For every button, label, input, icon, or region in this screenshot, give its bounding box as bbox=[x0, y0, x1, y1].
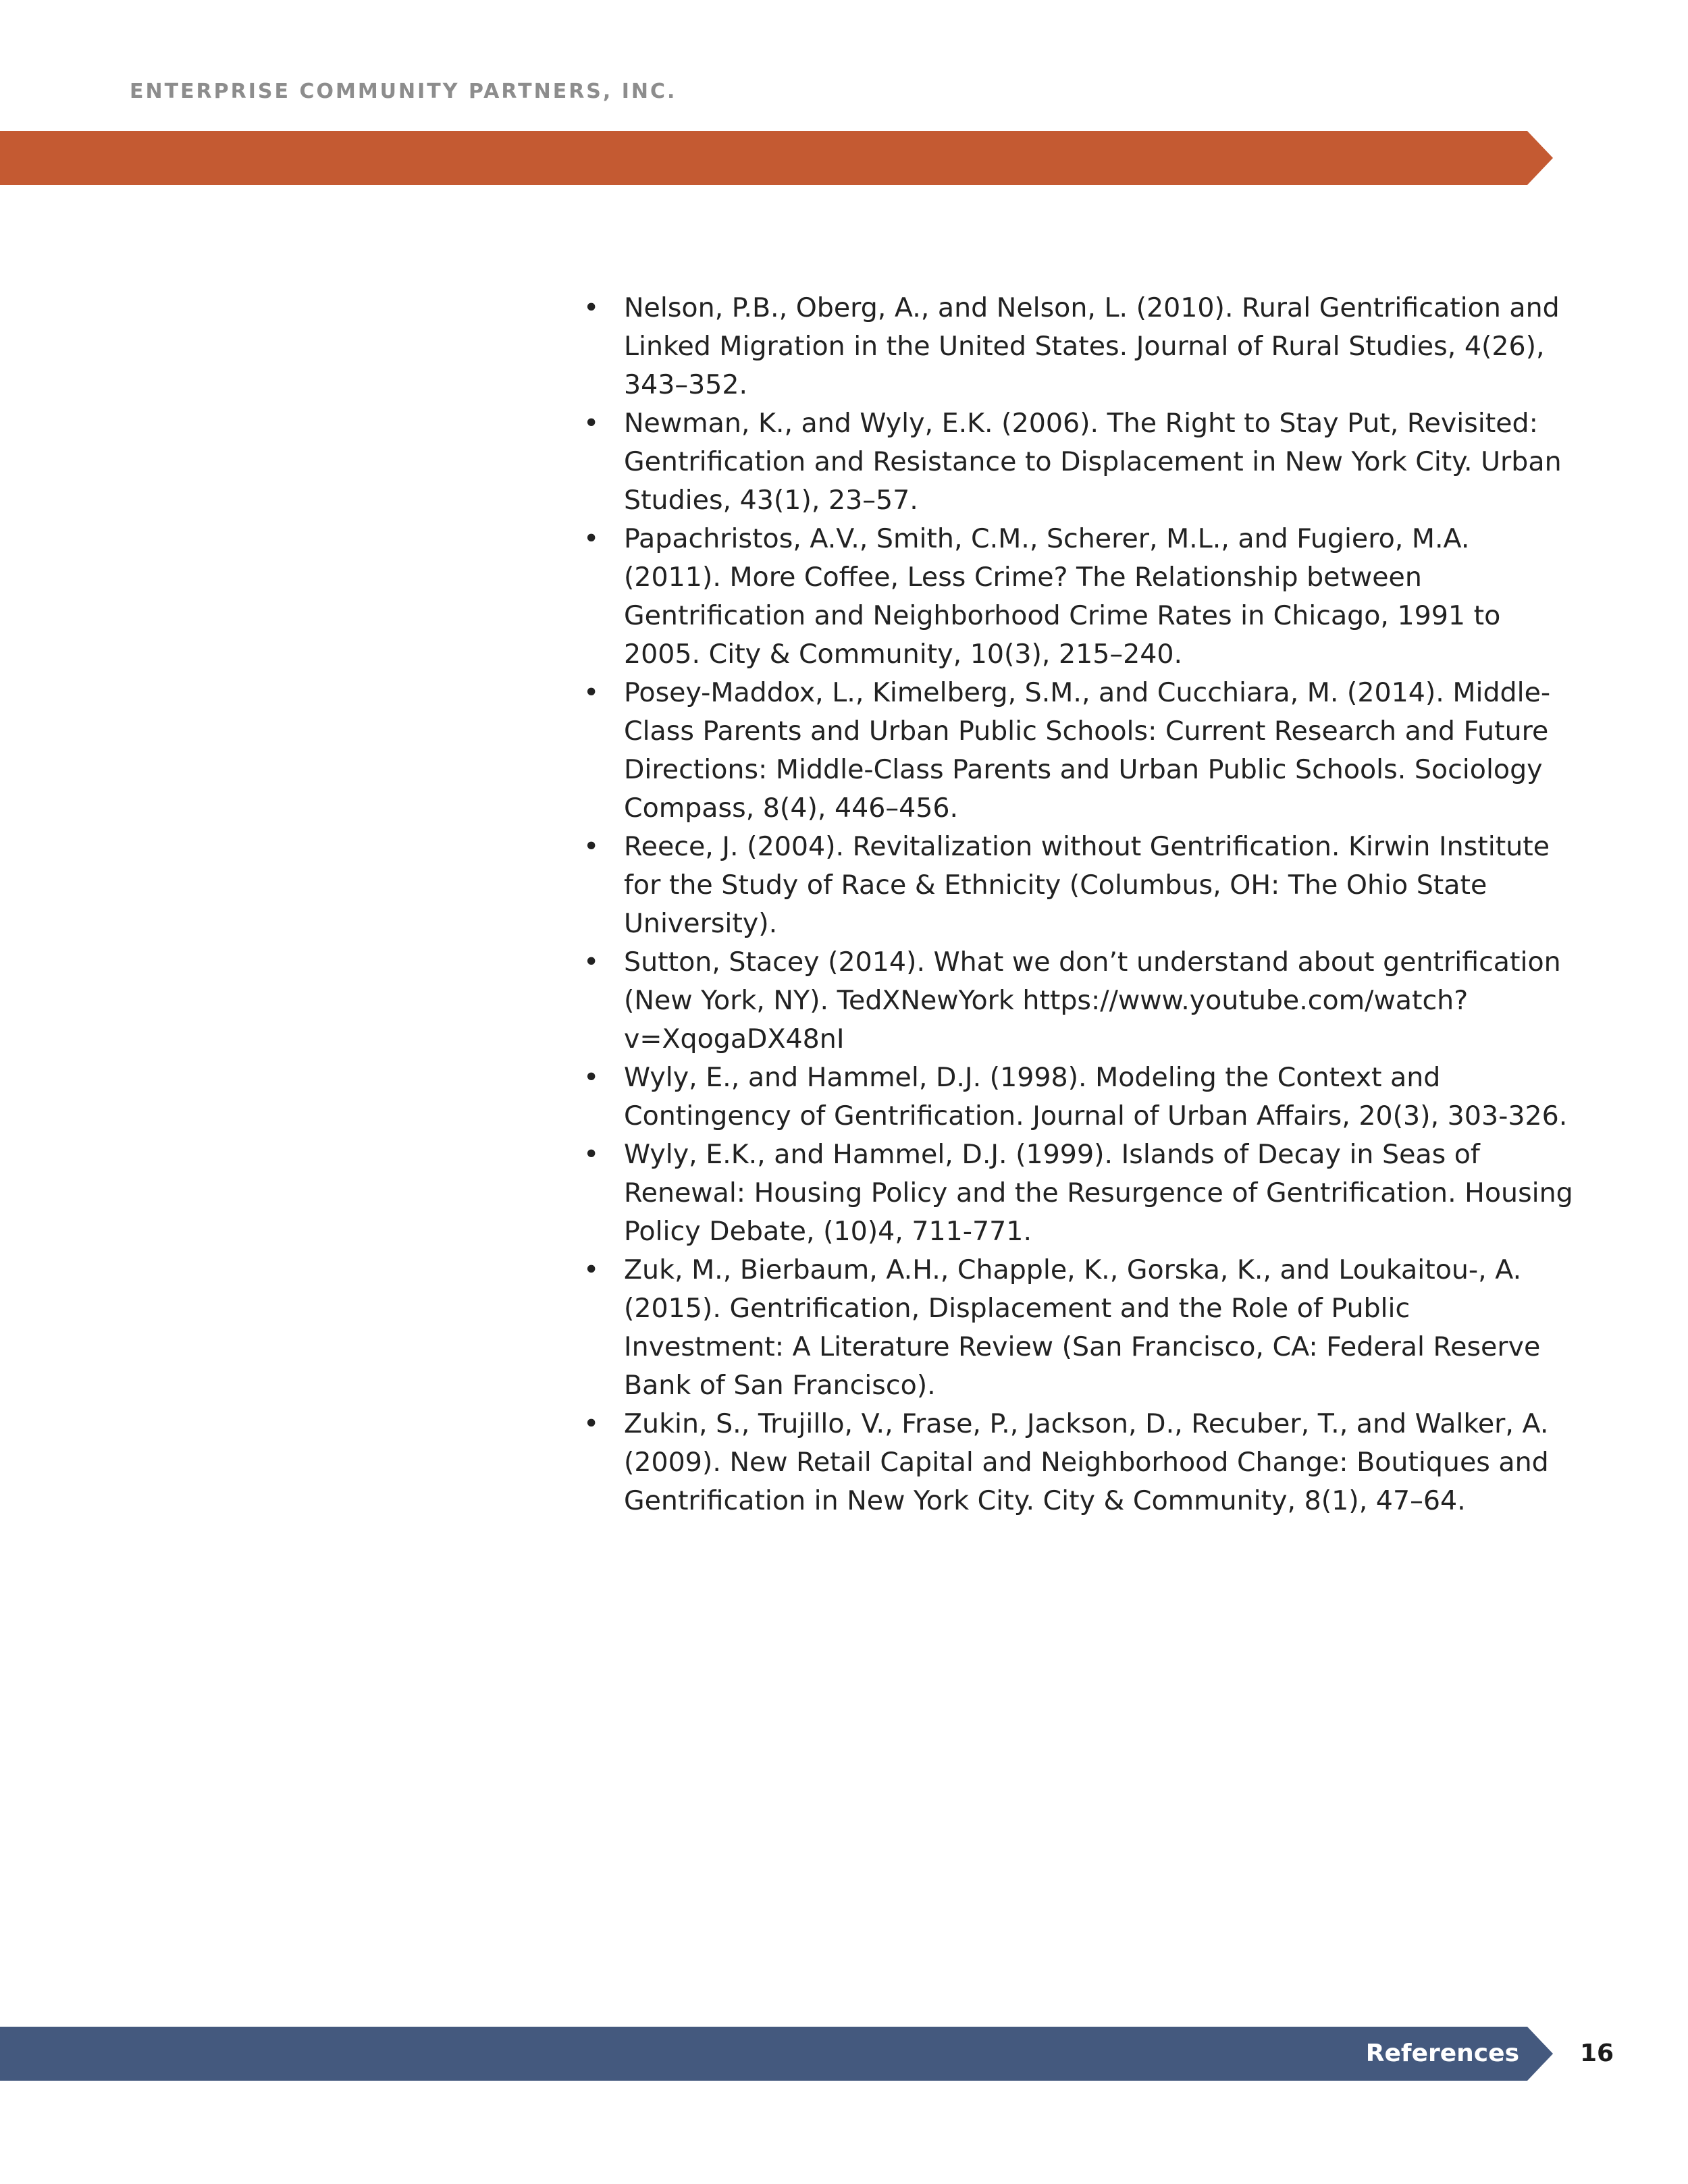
reference-item bbox=[581, 289, 1573, 404]
reference-item bbox=[581, 674, 1573, 828]
reference-text: Nelson, P.B., Oberg, A., and Nelson, L. (2010). Rural Gentrification and Linked Migration in the United States. Journal of Rural Studies, 4(26), 343–352. bbox=[624, 292, 1560, 400]
reference-text: Papachristos, A.V., Smith, C.M., Scherer, M.L., and Fugiero, M.A. (2011). More Coffee, Less Crime? The Relationship between Gentrification and Neighborhood Crime Rates in Chicago, 1991 to 2005. City & Community, 10(3), 215–240. bbox=[624, 523, 1501, 670]
reference-item bbox=[581, 1059, 1573, 1136]
reference-text: Wyly, E.K., and Hammel, D.J. (1999). Islands of Decay in Seas of Renewal: Housing Policy and the Resurgence of Gentrification. Housing Policy Debate, (10)4, 711-771. bbox=[624, 1139, 1573, 1247]
reference-text: Zukin, S., Trujillo, V., Frase, P., Jackson, D., Recuber, T., and Walker, A. (2009). New Retail Capital and Neighborhood Change: Boutiques and Gentrification in New York City. City & Community, 8(1), 47–64. bbox=[624, 1408, 1549, 1516]
header-organization-name: ENTERPRISE COMMUNITY PARTNERS, INC. bbox=[130, 80, 677, 103]
reference-text: Wyly, E., and Hammel, D.J. (1998). Modeling the Context and Contingency of Gentrification. Journal of Urban Affairs, 20(3), 303-326. bbox=[624, 1062, 1568, 1131]
bullet-icon: • bbox=[583, 1062, 600, 1093]
reference-text: Reece, J. (2004). Revitalization without Gentrification. Kirwin Institute for the Study of Race & Ethnicity (Columbus, OH: The Ohio State University). bbox=[624, 831, 1550, 939]
reference-text: Zuk, M., Bierbaum, A.H., Chapple, K., Gorska, K., and Loukaitou-, A. (2015). Gentrification, Displacement and the Role of Public Investment: A Literature Review (San Francisco, CA: Federal Reserve Bank of San Francisco). bbox=[624, 1254, 1541, 1401]
bullet-icon: • bbox=[583, 677, 600, 708]
bullet-icon: • bbox=[583, 1139, 600, 1170]
bullet-icon: • bbox=[583, 408, 600, 439]
reference-list bbox=[581, 289, 1573, 1520]
bottom-banner-arrow bbox=[0, 2027, 1553, 2081]
reference-item bbox=[581, 404, 1573, 520]
bottom-banner-shape bbox=[0, 2027, 1553, 2081]
page-number: 16 bbox=[1580, 2040, 1614, 2067]
reference-text: Posey-Maddox, L., Kimelberg, S.M., and Cucchiara, M. (2014). Middle-Class Parents and Urban Public Schools: Current Research and Future Directions: Middle-Class Parents and Urban Public Schools. Sociology Compass, 8(4), 446–456. bbox=[624, 677, 1551, 824]
reference-text: Newman, K., and Wyly, E.K. (2006). The Right to Stay Put, Revisited: Gentrification and Resistance to Displacement in New York City. Urban Studies, 43(1), 23–57. bbox=[624, 408, 1562, 516]
bullet-icon: • bbox=[583, 1254, 600, 1285]
footer-section-label: References bbox=[1365, 2040, 1519, 2067]
bullet-icon: • bbox=[583, 947, 600, 978]
reference-text: Sutton, Stacey (2014). What we don’t understand about gentrification (New York, NY). TedXNewYork https://www.youtube.com/watch?v=XqogaDX48nI bbox=[624, 947, 1561, 1055]
bullet-icon: • bbox=[583, 1408, 600, 1439]
reference-item bbox=[581, 1405, 1573, 1520]
reference-item bbox=[581, 943, 1573, 1059]
bullet-icon: • bbox=[583, 523, 600, 554]
reference-item bbox=[581, 1136, 1573, 1251]
bullet-icon: • bbox=[583, 292, 600, 323]
reference-item bbox=[581, 828, 1573, 943]
reference-item bbox=[581, 520, 1573, 674]
top-banner-arrow bbox=[0, 131, 1553, 185]
reference-item bbox=[581, 1251, 1573, 1405]
top-banner-shape bbox=[0, 131, 1553, 185]
bullet-icon: • bbox=[583, 831, 600, 862]
